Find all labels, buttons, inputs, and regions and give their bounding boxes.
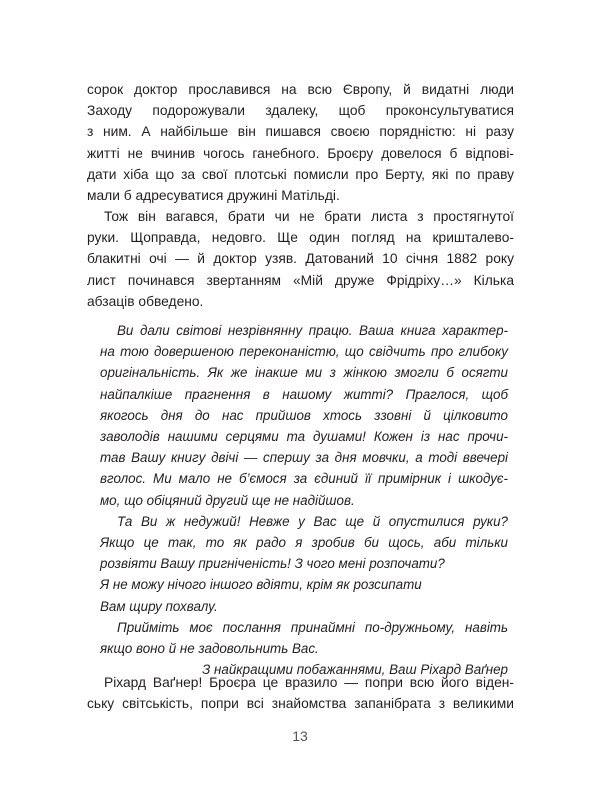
letter-line: на тою довершеною переконаністю, що свідчить про глибоку (100, 344, 508, 360)
letter-line: Я не можу нічого іншого вдіяти, крім як розсипати (100, 577, 422, 593)
letter-line: Та Ви ж недужий! Невже у Вас ще й опустилися руки? (117, 513, 508, 529)
letter-line: заволодів нашими серцями та душами! Кожен із нас прочи- (100, 429, 508, 445)
paragraph-reaction (87, 672, 514, 714)
letter-line: вголос. Ми мало не б’ємося за єдиний її примірник і шкодує- (100, 471, 508, 487)
letter-signature: З найкращими побажаннями, Ваш Ріхард Ваґнер (202, 662, 508, 678)
paragraph-hesitation (87, 206, 514, 312)
letter-line: якогось дня до нас прийшов хтось ззовні й цілковито (100, 407, 508, 423)
text-line: руки. Щоправда, недовго. Ще один погляд на кришталево- (87, 230, 514, 246)
letter-line: тав Вашу книгу двічі — спершу за дня мовчки, а тоді ввечері (100, 450, 508, 466)
text-line: сорок доктор прославився на всю Європу, й видатні люди (87, 82, 514, 97)
text-line: абзаців обведено. (87, 293, 204, 309)
text-line: з ним. А найбільше він пишався своєю порядністю: ні разу (87, 124, 514, 140)
letter-line: розвіяти Вашу пригніченість! З чого мені розпочати? (100, 556, 445, 572)
letter-line: Ви дали світові незрівнянну працю. Ваша книга характер- (117, 323, 508, 338)
letter-line: оригінальність. Як же інакше ми з жінкою змогли б осягти (100, 365, 508, 381)
letter-line: Вам щиру похвалу. (100, 598, 218, 614)
letter-line: Якщо це так, то як радо я зробив би щось, аби тільки (100, 535, 508, 551)
text-line: ську світськість, попри всі знайомства запанібрата з великими (87, 696, 514, 712)
letter-line: мо, що обіцяний другий ще не надійшов. (100, 492, 355, 508)
letter-line: Прийміть моє послання принаймні по-дружньому, навіть (117, 619, 508, 635)
quoted-letter (100, 320, 508, 680)
text-line: Тож він вагався, брати чи не брати листа з простягнутої (104, 209, 514, 224)
letter-line: якщо воно й не задовольнить Вас. (100, 641, 319, 657)
text-line: дати хіба що за свої плотські помисли про Берту, які по праву (87, 166, 514, 182)
text-line: Ріхард Ваґнер! Броєра це вразило — попри всю його віден- (104, 675, 514, 690)
paragraph-opening (87, 79, 514, 206)
text-line: житті не вчинив чогось ганебного. Броєру довелося б відпові- (87, 145, 514, 161)
page-number: 13 (292, 728, 308, 744)
text-line: Заходу подорожували здалеку, щоб проконсультуватися (87, 103, 514, 119)
text-line: блакитні очі — й доктор узяв. Датований 10 січня 1882 року (87, 251, 514, 267)
text-line: мали б адресуватися дружині Матільді. (87, 188, 340, 204)
letter-line: найпалкіше прагнення в нашому житті? Праглося, щоб (100, 386, 508, 402)
text-line: лист починався звертанням «Мій друже Фрідріху…» Кілька (87, 272, 514, 288)
